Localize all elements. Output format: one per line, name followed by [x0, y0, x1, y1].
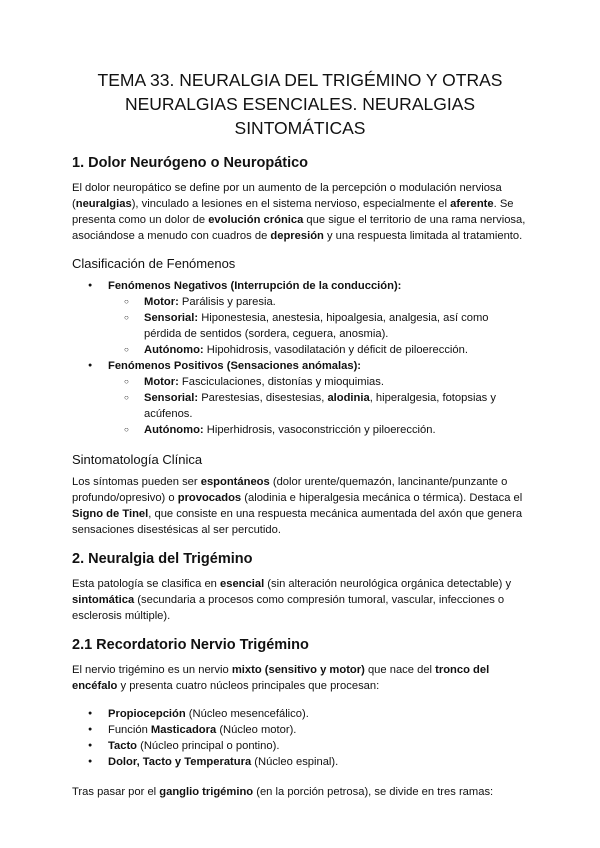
section-heading-neuralgia-trigemino: 2. Neuralgia del Trigémino	[72, 551, 253, 567]
section-heading-recordatorio: 2.1 Recordatorio Nervio Trigémino	[72, 637, 309, 653]
text-run: Parálisis y paresia.	[178, 296, 276, 308]
section-heading-dolor-neurogeno: 1. Dolor Neurógeno o Neuropático	[72, 155, 309, 171]
bold-mixto: mixto (sensitivo y motor)	[231, 664, 365, 676]
bold-key: Sensorial:	[144, 392, 199, 404]
subsection-heading-sintomatologia: Sintomatología Clínica	[72, 452, 203, 467]
text-run: Fasciculaciones, distonías y mioquimias.	[178, 376, 384, 388]
text-run: (Núcleo espinal).	[251, 756, 339, 768]
list-item	[108, 310, 528, 342]
bold-evolucion-cronica: evolución crónica	[208, 214, 304, 226]
bold-alodinia: alodinia	[327, 392, 370, 404]
text-run: Los síntomas pueden ser	[72, 476, 201, 488]
sublist-positivos	[108, 374, 528, 438]
bold-signo-tinel: Signo de Tinel	[72, 508, 149, 520]
bold-espontaneos: espontáneos	[200, 476, 270, 488]
text-run: Hiperhidrosis, vasoconstricción y piloerección.	[203, 424, 436, 436]
text-run: (secundaria a procesos como compresión tumoral, vascular, infecciones o esclerosis múltiple).	[72, 594, 505, 622]
paragraph-ganglio	[72, 784, 528, 800]
list-item	[72, 738, 528, 754]
list-item	[72, 722, 528, 738]
list-item	[108, 422, 528, 438]
text-run: , que consiste en una respuesta mecánica aumentada del axón que genera sensaciones disestésicas al ser percutido.	[72, 508, 523, 536]
bold-sintomatica: sintomática	[72, 594, 135, 606]
text-run: . Se presenta como un dolor de	[72, 198, 514, 226]
text-run: (alodinia e hiperalgesia mecánica o térmica). Destaca el	[241, 492, 523, 504]
bold-term: Propiocepción	[108, 708, 186, 720]
list-item	[72, 754, 528, 770]
sublist-negativos	[108, 294, 528, 358]
bold-key: Motor:	[144, 296, 179, 308]
bold-term: Dolor, Tacto y Temperatura	[108, 756, 252, 768]
bold-key: Autónomo:	[144, 344, 204, 356]
bold-depresion: depresión	[270, 230, 324, 242]
text-run: que sigue el territorio de una rama nerviosa, asociándose a menudo con cuadros de	[72, 214, 526, 242]
bold-label: Fenómenos Positivos (Sensaciones anómalas):	[108, 360, 362, 372]
text-run: Tras pasar por el	[72, 786, 160, 798]
list-item	[108, 294, 528, 310]
paragraph-recordatorio	[72, 662, 528, 694]
text-run: y presenta cuatro núcleos principales que procesan:	[117, 680, 380, 692]
list-item-fenomenos-negativos	[72, 278, 528, 358]
text-run: Hipohidrosis, vasodilatación y déficit de piloerección.	[203, 344, 468, 356]
bold-aferente: aferente	[450, 198, 494, 210]
paragraph-neuralgia-trigemino	[72, 576, 528, 624]
text-run: , hiperalgesia, fotopsias y acúfenos.	[144, 392, 496, 420]
text-run: Hiponestesia, anestesia, hipoalgesia, analgesia, así como pérdida de sentidos (sordera, ceguera, anosmia).	[144, 312, 489, 340]
text-run: ), vinculado a lesiones en el sistema nervioso, especialmente el	[131, 198, 451, 210]
text-run: (dolor urente/quemazón, lancinante/punzante o profundo/opresivo) o	[72, 476, 508, 504]
bold-term: Masticadora	[150, 724, 217, 736]
bold-esencial: esencial	[220, 578, 265, 590]
paragraph-sintomatologia	[72, 474, 528, 538]
list-item	[72, 706, 528, 722]
list-item-fenomenos-positivos	[72, 358, 528, 438]
bold-provocados: provocados	[177, 492, 242, 504]
list-fenomenos	[72, 278, 528, 438]
text-run: (Núcleo motor).	[216, 724, 297, 736]
text-run: El dolor neuropático se define por un aumento de la percepción o modulación nerviosa (	[72, 182, 502, 210]
bold-neuralgias: neuralgias	[75, 198, 132, 210]
document-title: TEMA 33. NEURALGIA DEL TRIGÉMINO Y OTRAS NEURALGIAS ESENCIALES. NEURALGIAS SINTOMÁTICAS	[97, 70, 503, 138]
text-run: (Núcleo principal o pontino).	[137, 740, 280, 752]
subsection-heading-clasificacion: Clasificación de Fenómenos	[72, 256, 236, 271]
text-run: y una respuesta limitada al tratamiento.	[323, 230, 523, 242]
bold-key: Autónomo:	[144, 424, 204, 436]
list-item	[108, 390, 528, 422]
list-item	[108, 342, 528, 358]
bold-ganglio-trigemino: ganglio trigémino	[159, 786, 254, 798]
text-run: El nervio trigémino es un nervio	[72, 664, 232, 676]
bold-term: Tacto	[108, 740, 138, 752]
list-item	[108, 374, 528, 390]
text-run: (sin alteración neurológica orgánica detectable) y	[264, 578, 512, 590]
bold-key: Sensorial:	[144, 312, 199, 324]
text-run: (en la porción petrosa), se divide en tres ramas:	[253, 786, 494, 798]
list-nucleos	[72, 706, 528, 770]
text-run: Parestesias, disestesias,	[198, 392, 328, 404]
paragraph-dolor-neuropatico	[72, 180, 528, 244]
bold-tronco-encefalo: tronco del encéfalo	[72, 664, 490, 692]
text-run: Función	[108, 724, 151, 736]
text-run: que nace del	[364, 664, 436, 676]
bold-label: Fenómenos Negativos (Interrupción de la conducción):	[108, 280, 402, 292]
text-run: (Núcleo mesencefálico).	[185, 708, 309, 720]
text-run: Esta patología se clasifica en	[72, 578, 221, 590]
bold-key: Motor:	[144, 376, 179, 388]
